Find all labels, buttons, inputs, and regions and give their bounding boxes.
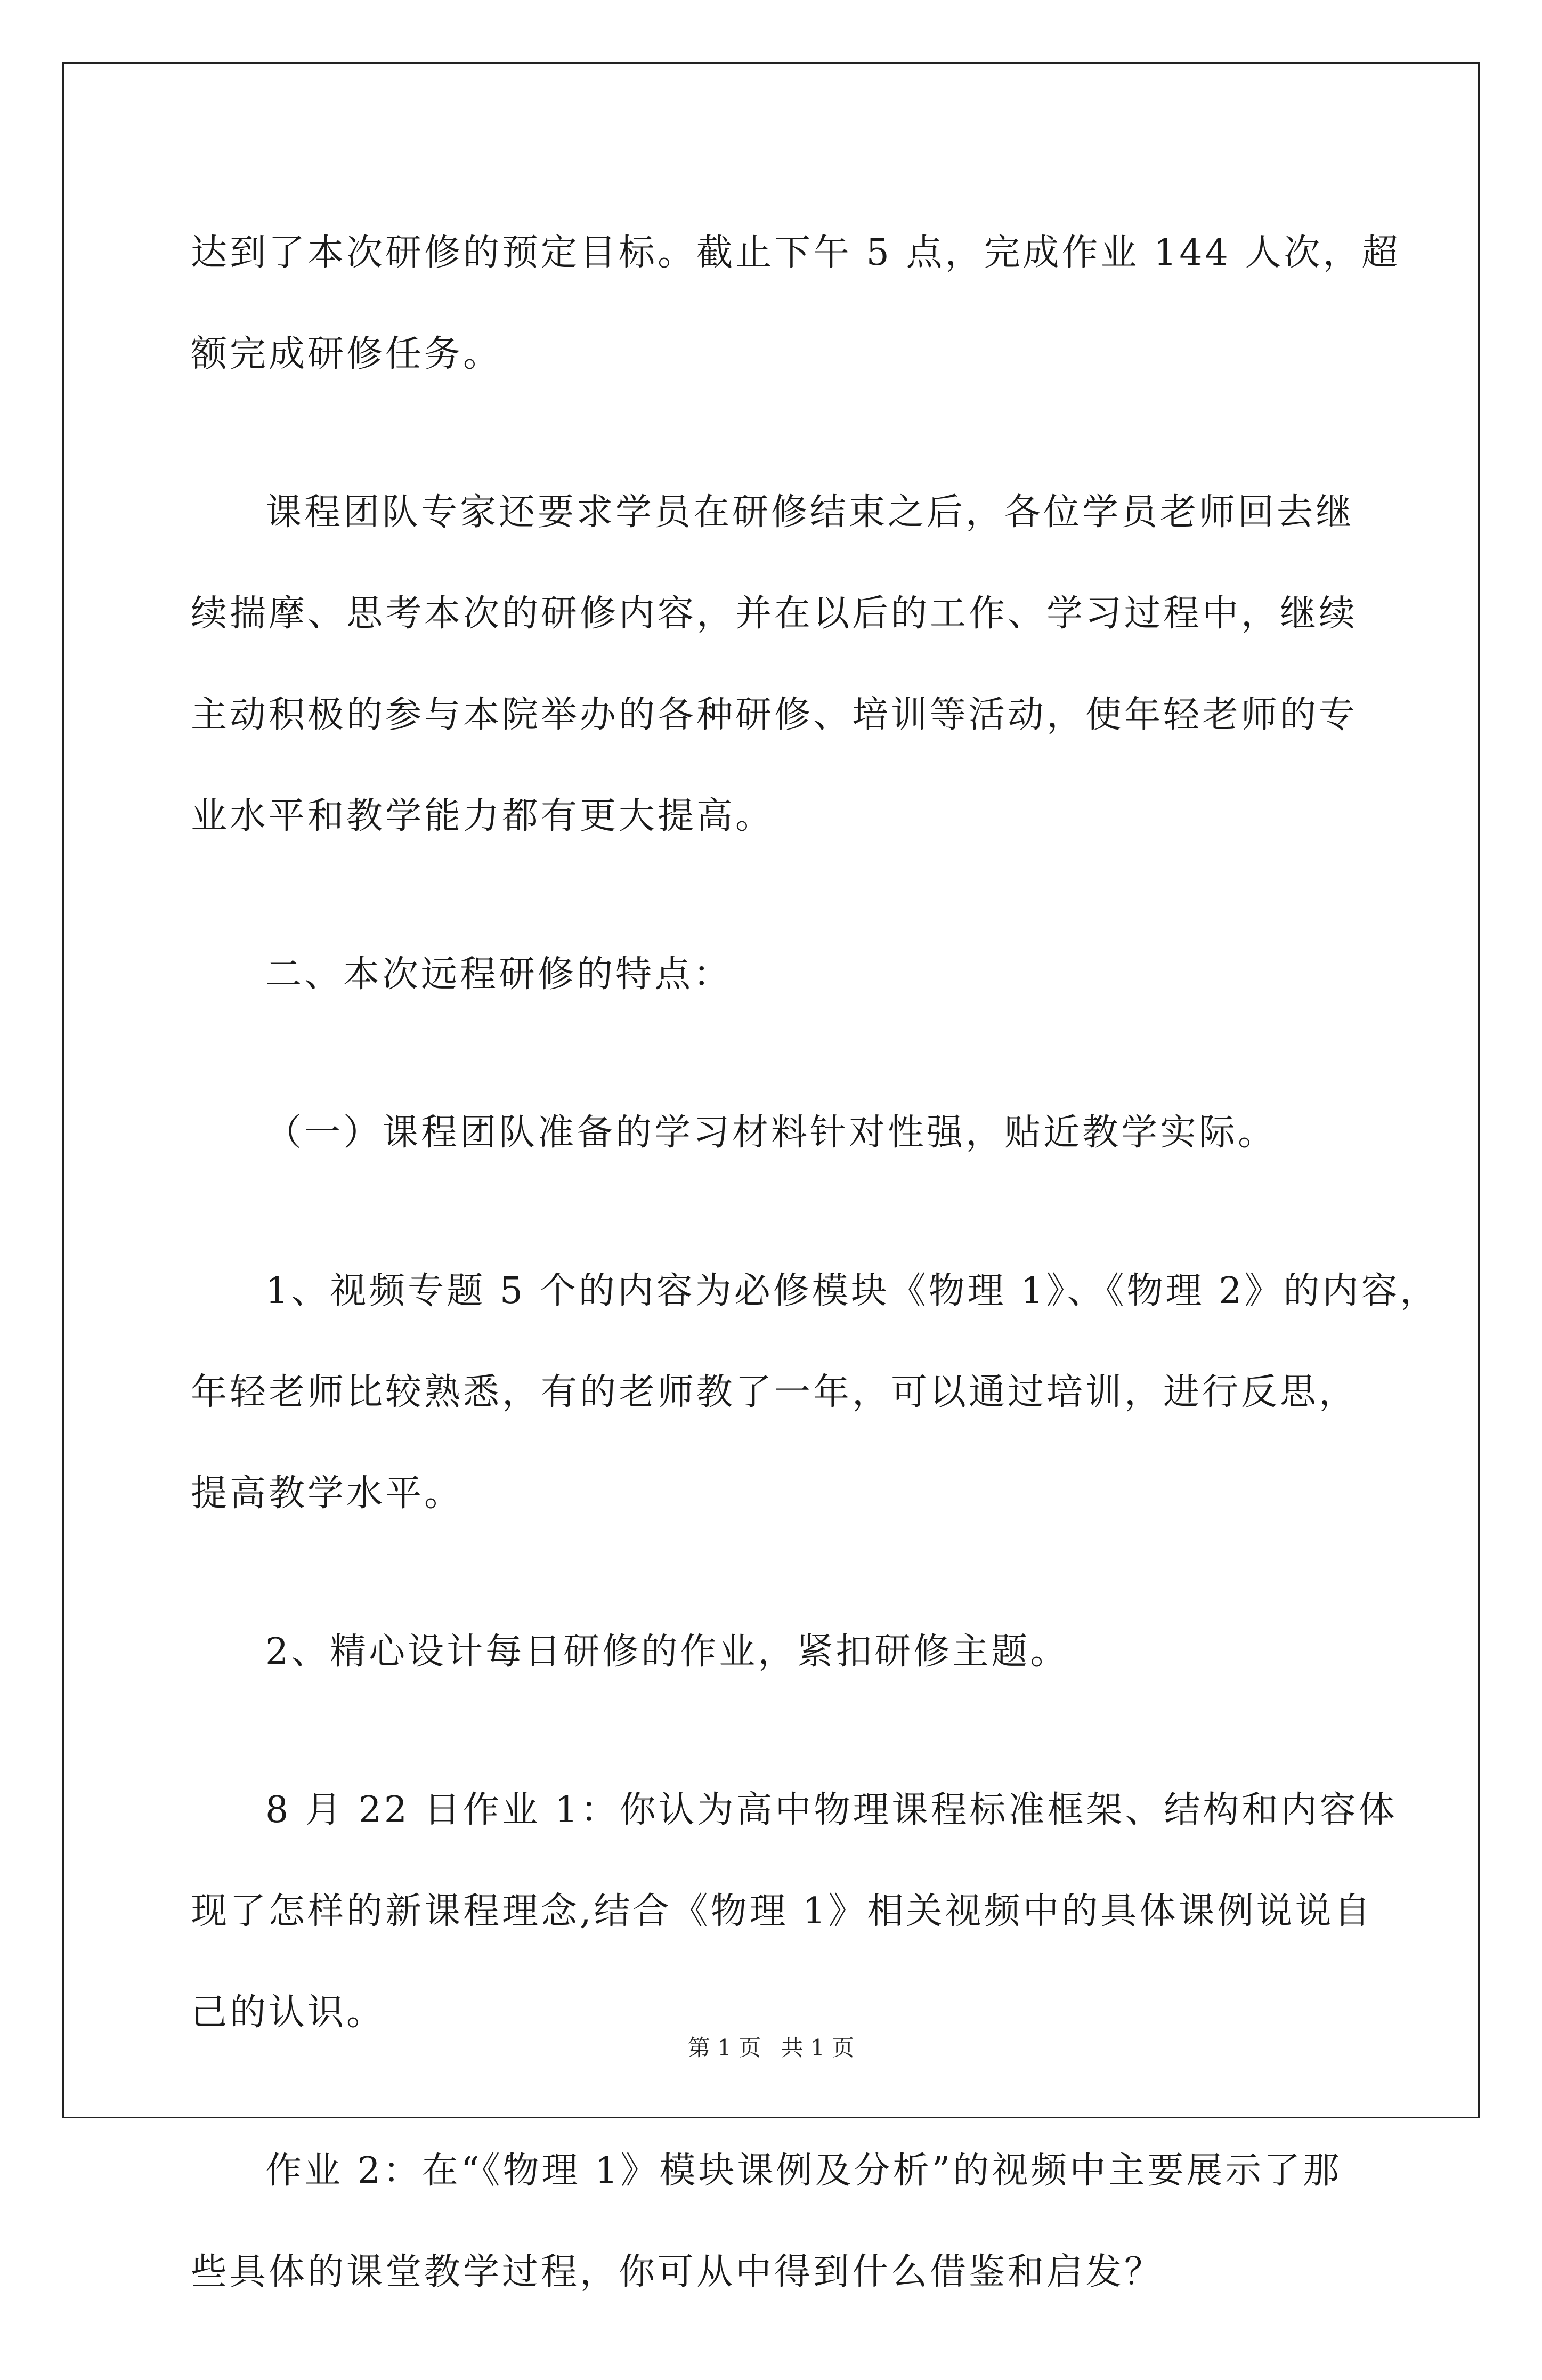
text-line: 年轻老师比较熟悉，有的老师教了一年，可以通过培训，进行反思， <box>191 1371 1358 1413</box>
text-line: 现了怎样的新课程理念,结合《物理 1》相关视频中的具体课例说说自 <box>191 1890 1373 1932</box>
text-line: 额完成研修任务。 <box>191 333 502 375</box>
page-total: 共 1 页 <box>781 2035 855 2061</box>
text-line: 主动积极的参与本院举办的各种研修、培训等活动，使年轻老师的专 <box>191 694 1358 736</box>
subsection-heading <box>191 1082 1352 1184</box>
text-line: 业水平和教学能力都有更大提高。 <box>191 795 775 837</box>
paragraph-1 <box>191 203 1401 405</box>
text-line: 提高教学水平。 <box>191 1472 464 1515</box>
text-line: 达到了本次研修的预定目标。截止下午 5 点，完成作业 144 人次，超 <box>191 232 1401 274</box>
text-line: 二、本次远程研修的特点： <box>265 953 733 995</box>
paragraph-item-2 <box>191 1601 1352 1703</box>
text-line: 1、视频专题 5 个的内容为必修模块《物理 1》、《物理 2》的内容， <box>265 1270 1439 1312</box>
text-line: 续揣摩、思考本次的研修内容，并在以后的工作、学习过程中，继续 <box>191 593 1358 635</box>
paragraph-item-1 <box>191 1241 1439 1544</box>
text-line: 己的认识。 <box>191 1992 386 2034</box>
page-footer <box>0 2030 1542 2062</box>
paragraph-2 <box>191 462 1358 867</box>
text-line: 2、精心设计每日研修的作业，紧扣研修主题。 <box>265 1631 1069 1673</box>
section-heading <box>191 924 1352 1025</box>
text-line: （一）课程团队准备的学习材料针对性强，贴近教学实际。 <box>265 1112 1277 1154</box>
paragraph-assignment-2 <box>191 2120 1352 2323</box>
text-line: 作业 2：在“《物理 1》模块课例及分析”的视频中主要展示了那 <box>265 2150 1342 2192</box>
text-line: 8 月 22 日作业 1：你认为高中物理课程标准框架、结构和内容体 <box>265 1789 1398 1831</box>
text-line: 些具体的课堂教学过程，你可从中得到什么借鉴和启发？ <box>191 2251 1164 2293</box>
paragraph-assignment-1 <box>191 1760 1398 2063</box>
page-number: 第 1 页 <box>687 2035 761 2061</box>
text-line: 课程团队专家还要求学员在研修结束之后，各位学员老师回去继 <box>265 491 1355 533</box>
